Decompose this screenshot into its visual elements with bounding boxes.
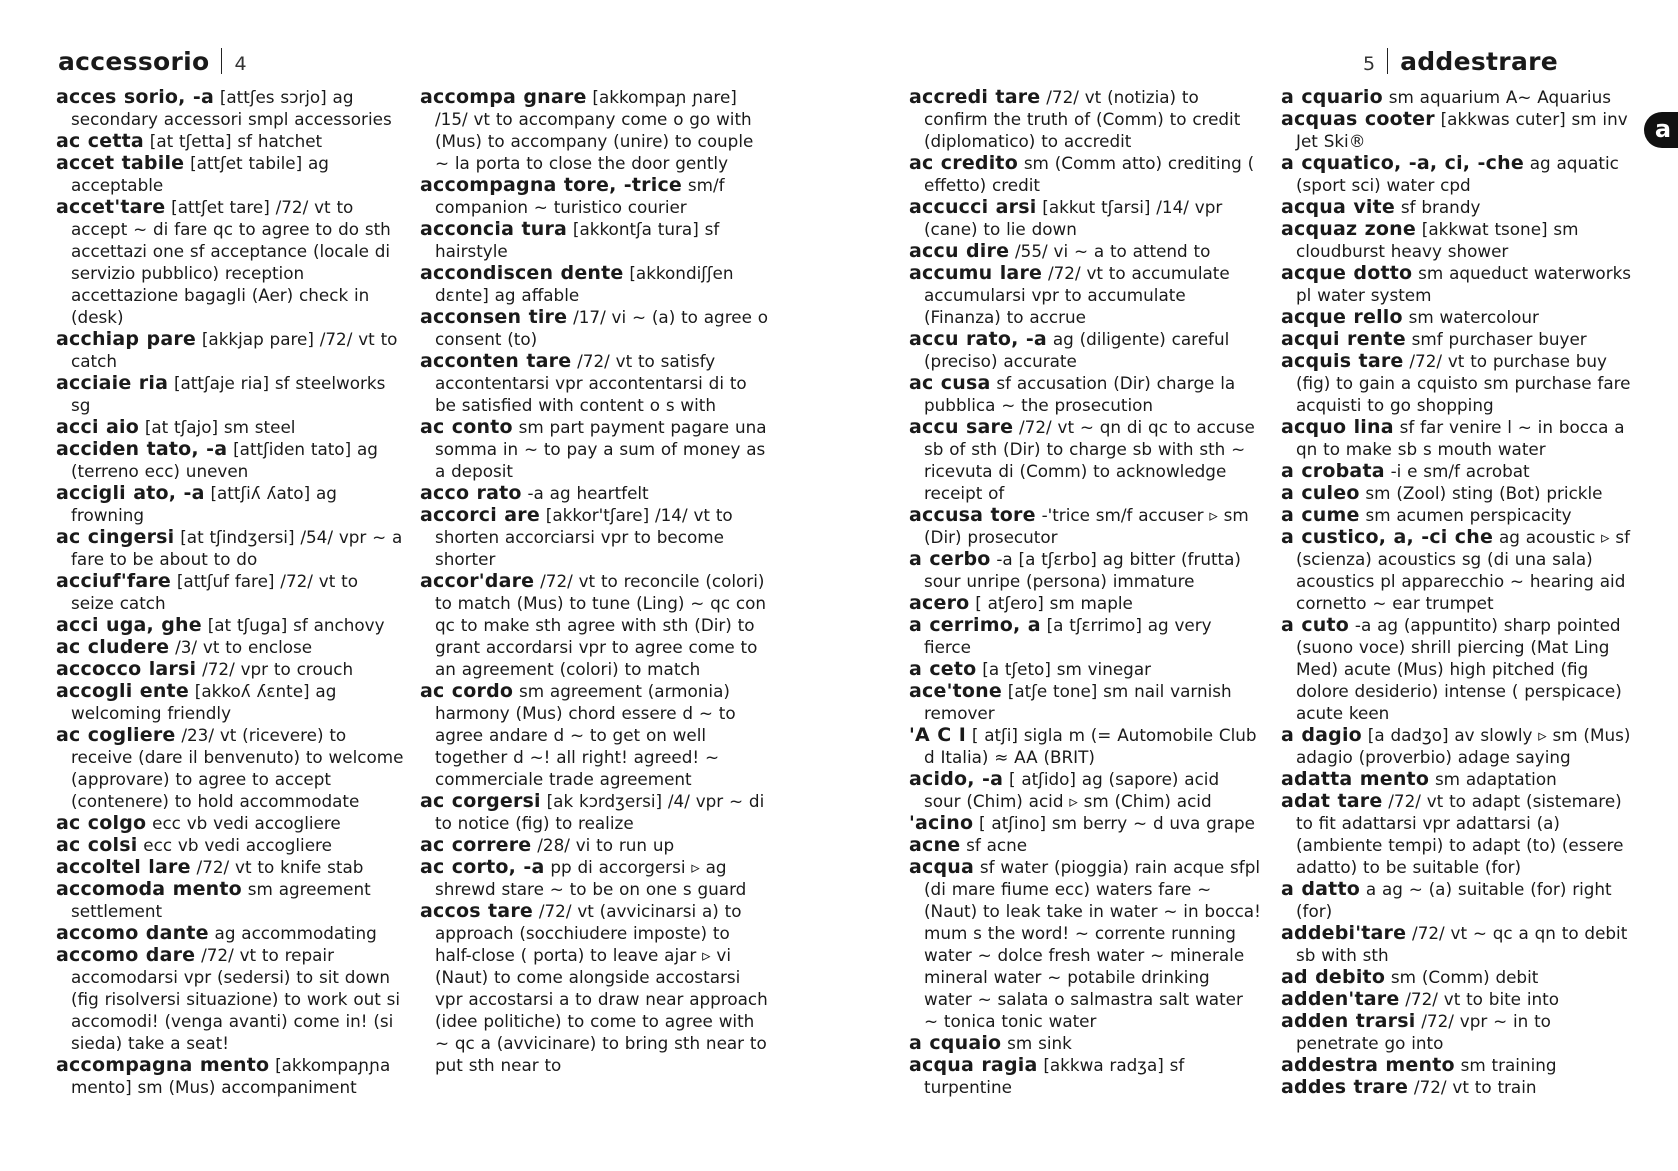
entry-headword: accos tare: [420, 900, 533, 922]
entry-headword: acquaz zone: [1281, 218, 1416, 240]
entry-definition: sm agreement (armonia) harmony (Mus) chord essere d ~ to agree andare d ~ to get on well together d ~! all right! agreed! ~ commerciale trade agreement: [435, 681, 736, 789]
entry-definition: [attʃiʎ ʎato] ag frowning: [71, 483, 337, 525]
dictionary-entry: [420, 504, 772, 570]
entry-headword: 'acino: [909, 812, 974, 834]
entry-headword: accigli ato, -a: [56, 482, 205, 504]
dictionary-entry: [1281, 922, 1633, 966]
entry-headword: ac cogliere: [56, 724, 176, 746]
entry-headword: ac cludere: [56, 636, 170, 658]
running-head-word: addestrare: [1400, 47, 1558, 76]
entry-definition: sf accusation (Dir) charge la pubblica ~ the prosecution: [924, 373, 1236, 415]
entry-definition: [akkompaɲ ɲare] /15/ vt to accompany come o go with (Mus) to accompany (unire) to couple ~ la porta to close the door gently: [435, 87, 754, 173]
dictionary-entry: [909, 86, 1261, 152]
entry-definition: [atʃe tone] sm nail varnish remover: [924, 681, 1232, 723]
entry-definition: [at tʃuga] sf anchovy: [207, 615, 385, 635]
entry-definition: /72/ vt to reconcile (colori) to match (Mus) to tune (Ling) ~ qc con qc to make sth agree with sth (Dir) to grant accordarsi vpr to agree come to an agreement (colori) to match: [435, 571, 767, 679]
entry-headword: a cuto: [1281, 614, 1350, 636]
entry-headword: acero: [909, 592, 970, 614]
entry-headword: accoltel lare: [56, 856, 191, 878]
entry-headword: ace'tone: [909, 680, 1002, 702]
dictionary-entry: [1281, 614, 1633, 724]
dictionary-entry: [56, 1054, 404, 1098]
entry-definition: sm acumen perspicacity: [1365, 505, 1572, 525]
dictionary-entry: [420, 350, 772, 416]
entry-definition: /72/ vt ~ qn di qc to accuse sb of sth (Dir) to charge sb with sth ~ ricevuta di (Comm) to acknowledge receipt of: [924, 417, 1255, 503]
entry-definition: sm part payment pagare una somma in ~ to pay a sum of money as a deposit: [435, 417, 767, 481]
entry-definition: a ag ~ (a) suitable (for) right (for): [1296, 879, 1612, 921]
entry-headword: a datto: [1281, 878, 1360, 900]
entry-definition: -a ag heartfelt: [527, 483, 649, 503]
entry-headword: accompagna mento: [56, 1054, 270, 1076]
entry-headword: acco rato: [420, 482, 522, 504]
entry-headword: accu rato, -a: [909, 328, 1047, 350]
entry-definition: [akkompaɲɲa mento] sm (Mus) accompaniment: [71, 1055, 391, 1097]
entry-headword: accomoda mento: [56, 878, 242, 900]
dictionary-entry: [56, 680, 404, 724]
entry-definition: sm training: [1460, 1055, 1557, 1075]
dictionary-entry: [909, 548, 1261, 592]
entry-definition: ag aquatic (sport sci) water cpd: [1296, 153, 1619, 195]
entry-headword: acci uga, ghe: [56, 614, 202, 636]
entry-definition: [akkor'tʃare] /14/ vt to shorten accorciarsi vpr to become shorter: [435, 505, 733, 569]
entry-definition: sm (Comm atto) crediting ( effetto) credit: [924, 153, 1255, 195]
running-head-divider: [221, 48, 222, 74]
entry-definition: ag accommodating: [214, 923, 377, 943]
dictionary-entry: [909, 812, 1261, 834]
dictionary-entry: [1281, 1076, 1633, 1098]
entry-headword: acque rello: [1281, 306, 1403, 328]
entry-headword: accomo dante: [56, 922, 209, 944]
dictionary-entry: [1281, 152, 1633, 196]
entry-definition: -a [a tʃɛrbo] ag bitter (frutta) sour unripe (persona) immature: [924, 549, 1241, 591]
dictionary-entry: [1281, 196, 1633, 218]
entry-definition: /72/ vt (notizia) to confirm the truth of (Comm) to credit (diplomatico) to accredit: [924, 87, 1241, 151]
entry-headword: adatta mento: [1281, 768, 1430, 790]
dictionary-entry: [56, 812, 404, 834]
entry-definition: [akkwas cuter] sm inv Jet Ski®: [1296, 109, 1628, 151]
entry-headword: ac cetta: [56, 130, 144, 152]
entry-headword: ad debito: [1281, 966, 1386, 988]
dictionary-entry: [909, 152, 1261, 196]
entry-headword: accet tabile: [56, 152, 185, 174]
entry-definition: /72/ vt to accumulate accumularsi vpr to accumulate (Finanza) to accrue: [924, 263, 1230, 327]
entry-headword: acciaie ria: [56, 372, 169, 394]
entry-definition: [attʃuf fare] /72/ vt to seize catch: [71, 571, 358, 613]
dictionary-entry: [420, 306, 772, 350]
entry-definition: /72/ vt to train: [1413, 1077, 1537, 1097]
dictionary-entry: [420, 86, 772, 174]
entry-headword: ac cingersi: [56, 526, 175, 548]
entry-definition: /72/ vt to adapt (sistemare) to fit adattarsi vpr adattarsi (a) (ambiente tempi) to adapt (to) (essere adatto) to be suitable (for): [1296, 791, 1624, 877]
entry-definition: [attʃes sɔrjo] ag secondary accessori smpl accessories: [71, 87, 392, 129]
entry-headword: accorci are: [420, 504, 540, 526]
entry-definition: sm agreement settlement: [71, 879, 371, 921]
entry-headword: a custico, a, -ci che: [1281, 526, 1494, 548]
dictionary-entry: [420, 482, 772, 504]
entry-headword: accompagna tore, -trice: [420, 174, 683, 196]
entry-definition: sm adaptation: [1434, 769, 1557, 789]
entry-headword: acquo lina: [1281, 416, 1394, 438]
entry-definition: sf brandy: [1400, 197, 1481, 217]
entry-definition: /28/ vi to run up: [537, 835, 675, 855]
entry-definition: [akkontʃa tura] sf hairstyle: [435, 219, 720, 261]
entry-headword: accumu lare: [909, 262, 1043, 284]
page-number: 4: [234, 53, 247, 75]
dictionary-entry: [1281, 306, 1633, 328]
entry-definition: ag (diligente) careful (preciso) accurate: [924, 329, 1230, 371]
dictionary-entry: [909, 1032, 1261, 1054]
dictionary-entry: [56, 416, 404, 438]
entry-definition: sm watercolour: [1408, 307, 1539, 327]
entry-definition: /72/ vt to purchase buy (fig) to gain a cquisto sm purchase fare acquisti to go shopping: [1296, 351, 1631, 415]
entry-definition: [ atʃi] sigla m (= Automobile Club d Italia) ≈ AA (BRIT): [924, 725, 1257, 767]
entry-definition: sf far venire l ~ in bocca a qn to make sb s mouth water: [1296, 417, 1625, 459]
entry-headword: a cerrimo, a: [909, 614, 1041, 636]
dictionary-entry: [56, 130, 404, 152]
dictionary-entry: [56, 570, 404, 614]
entry-definition: sm (Zool) sting (Bot) prickle: [1365, 483, 1603, 503]
dictionary-entry: [420, 416, 772, 482]
entry-headword: accusa tore: [909, 504, 1036, 526]
entry-definition: sm aquarium A~ Aquarius: [1388, 87, 1611, 107]
dictionary-entry: [909, 416, 1261, 504]
running-head: [58, 44, 247, 76]
dictionary-entry: [1281, 108, 1633, 152]
entry-headword: a cerbo: [909, 548, 991, 570]
dictionary-entry: [56, 944, 404, 1054]
dictionary-entry: [56, 482, 404, 526]
entry-headword: acconcia tura: [420, 218, 568, 240]
entry-definition: /72/ vt ~ qc a qn to debit sb with sth: [1296, 923, 1628, 965]
dictionary-entry: [909, 614, 1261, 658]
entry-headword: accocco larsi: [56, 658, 197, 680]
running-head: [1363, 44, 1558, 76]
entry-definition: ecc vb vedi accogliere: [143, 835, 332, 855]
entry-headword: addestra mento: [1281, 1054, 1455, 1076]
entry-headword: acci aio: [56, 416, 139, 438]
dictionary-entry: [1281, 1010, 1633, 1054]
entry-definition: [a dadʒo] av slowly ▹ sm (Mus) adagio (proverbio) adage saying: [1296, 725, 1631, 767]
dictionary-entry: [1281, 86, 1633, 108]
dictionary-entry: [56, 372, 404, 416]
entry-headword: addes trare: [1281, 1076, 1409, 1098]
entry-definition: [at tʃetta] sf hatchet: [149, 131, 323, 151]
dictionary-entry: [1281, 768, 1633, 790]
entry-definition: [at tʃindʒersi] /54/ vpr ~ a fare to be about to do: [71, 527, 403, 569]
entry-definition: sf water (pioggia) rain acque sfpl (di mare fiume ecc) waters fare ~ (Naut) to leak take in water ~ in bocca! mum s the word! ~ corrente running water ~ dolce fresh water ~ minerale mineral water ~ potabile drinking water ~ salata o salmastra salt water ~ tonica tonic water: [924, 857, 1261, 1031]
entry-definition: -'trice sm/f accuser ▹ sm (Dir) prosecutor: [924, 505, 1249, 547]
dictionary-entry: [909, 856, 1261, 1032]
entry-headword: acciuf'fare: [56, 570, 172, 592]
dictionary-entry: [420, 570, 772, 680]
entry-column: [56, 86, 404, 1098]
entry-headword: addebi'tare: [1281, 922, 1407, 944]
entry-headword: accondiscen dente: [420, 262, 624, 284]
entry-headword: acque dotto: [1281, 262, 1413, 284]
dictionary-entry: [56, 724, 404, 812]
entry-headword: ac colsi: [56, 834, 138, 856]
dictionary-entry: [909, 372, 1261, 416]
entry-definition: [attʃet tare] /72/ vt to accept ~ di fare qc to agree to do sth accettazi one sf acceptance (locale di servizio pubblico) reception accettazione bagagli (Aer) check in (desk): [71, 197, 391, 327]
entry-headword: adden trarsi: [1281, 1010, 1416, 1032]
dictionary-entry: [1281, 350, 1633, 416]
dictionary-entry: [420, 790, 772, 834]
entry-headword: acqui rente: [1281, 328, 1406, 350]
entry-headword: a ceto: [909, 658, 977, 680]
dictionary-entry: [56, 196, 404, 328]
entry-definition: [akkondiʃʃen dɛnte] ag affable: [435, 263, 734, 305]
entry-definition: [akkwat tsone] sm cloudburst heavy shower: [1296, 219, 1579, 261]
entry-headword: acconsen tire: [420, 306, 568, 328]
entry-headword: a cume: [1281, 504, 1360, 526]
entry-definition: [attʃiden tato] ag (terreno ecc) uneven: [71, 439, 378, 481]
entry-headword: acces sorio, -a: [56, 86, 214, 108]
entry-headword: accor'dare: [420, 570, 535, 592]
dictionary-entry: [1281, 460, 1633, 482]
entry-headword: acconten tare: [420, 350, 572, 372]
entry-definition: sm aqueduct waterworks pl water system: [1296, 263, 1632, 305]
entry-definition: /3/ vt to enclose: [175, 637, 313, 657]
dictionary-entry: [1281, 526, 1633, 614]
entry-headword: a cquario: [1281, 86, 1383, 108]
dictionary-entry: [909, 724, 1261, 768]
entry-definition: [ atʃero] sm maple: [975, 593, 1133, 613]
entry-column: [1281, 86, 1633, 1098]
entry-definition: /72/ vpr ~ in to penetrate go into: [1296, 1011, 1551, 1053]
entry-headword: adat tare: [1281, 790, 1383, 812]
entry-definition: [akkwa radʒa] sf turpentine: [924, 1055, 1185, 1097]
entry-headword: a dagio: [1281, 724, 1362, 746]
entry-definition: sm sink: [1007, 1033, 1072, 1053]
dictionary-entry: [420, 856, 772, 900]
entry-headword: accredi tare: [909, 86, 1041, 108]
right-page: [839, 0, 1678, 1171]
entry-column: [909, 86, 1261, 1098]
entry-definition: [a tʃeto] sm vinegar: [982, 659, 1152, 679]
entry-definition: [akkjap pare] /72/ vt to catch: [71, 329, 398, 371]
entry-headword: accomo dare: [56, 944, 196, 966]
entry-definition: /72/ vt (avvicinarsi a) to approach (socchiudere imposte) to half-close ( porta) to leave ajar ▹ vi (Naut) to come alongside accostarsi vpr accostarsi a to draw near approach (idee politiche) to come to agree with ~ qc a (avvicinare) to bring sth near to put sth near to: [435, 901, 768, 1075]
dictionary-entry: [909, 196, 1261, 240]
dictionary-entry: [56, 438, 404, 482]
entry-headword: acchiap pare: [56, 328, 197, 350]
entry-headword: 'A C I: [909, 724, 966, 746]
entry-definition: sm (Comm) debit: [1390, 967, 1539, 987]
dictionary-entry: [420, 834, 772, 856]
entry-headword: acqua ragia: [909, 1054, 1038, 1076]
dictionary-entry: [1281, 966, 1633, 988]
dictionary-entry: [1281, 1054, 1633, 1076]
entry-definition: ag acoustic ▹ sf (scienza) acoustics sg (di una sala) acoustics pl apparecchio ~ hearing aid cornetto ~ ear trumpet: [1296, 527, 1631, 613]
dictionary-entry: [56, 878, 404, 922]
entry-headword: accu dire: [909, 240, 1010, 262]
entry-definition: [at tʃajo] sm steel: [144, 417, 296, 437]
dictionary-entry: [909, 680, 1261, 724]
entry-headword: ac correre: [420, 834, 532, 856]
dictionary-entry: [420, 218, 772, 262]
entry-headword: a cquatico, -a, ci, -che: [1281, 152, 1524, 174]
entry-definition: pp di accorgersi ▹ ag shrewd stare ~ to be on one s guard: [435, 857, 747, 899]
page-number: 5: [1362, 53, 1376, 75]
entry-headword: accet'tare: [56, 196, 166, 218]
dictionary-entry: [1281, 790, 1633, 878]
entry-headword: accu sare: [909, 416, 1014, 438]
dictionary-entry: [56, 636, 404, 658]
dictionary-entry: [1281, 262, 1633, 306]
dictionary-entry: [56, 152, 404, 196]
dictionary-entry: [56, 856, 404, 878]
entry-headword: accompa gnare: [420, 86, 587, 108]
entry-definition: smf purchaser buyer: [1411, 329, 1587, 349]
entry-definition: [ atʃido] ag (sapore) acid sour (Chim) acid ▹ sm (Chim) acid: [924, 769, 1220, 811]
dictionary-entry: [909, 328, 1261, 372]
entry-definition: [attʃaje ria] sf steelworks sg: [71, 373, 386, 415]
dictionary-entry: [909, 240, 1261, 262]
dictionary-entry: [56, 526, 404, 570]
entry-definition: [ atʃino] sm berry ~ d uva grape: [979, 813, 1255, 833]
entry-headword: acqua vite: [1281, 196, 1396, 218]
entry-headword: ac corgersi: [420, 790, 541, 812]
dictionary-entry: [1281, 724, 1633, 768]
entry-definition: [a tʃɛrrimo] ag very fierce: [924, 615, 1212, 657]
dictionary-entry: [420, 680, 772, 790]
dictionary-entry: [420, 262, 772, 306]
entry-definition: -i e sm/f acrobat: [1390, 461, 1530, 481]
entry-headword: ac conto: [420, 416, 513, 438]
entry-definition: sm/f companion ~ turistico courier: [435, 175, 725, 217]
entry-headword: ac corto, -a: [420, 856, 545, 878]
dictionary-entry: [56, 328, 404, 372]
entry-definition: [akkut tʃarsi] /14/ vpr (cane) to lie down: [924, 197, 1223, 239]
dictionary-entry: [909, 262, 1261, 328]
entry-headword: a crobata: [1281, 460, 1385, 482]
entry-definition: [akkoʎ ʎɛnte] ag welcoming friendly: [71, 681, 337, 723]
entry-headword: acquas cooter: [1281, 108, 1435, 130]
dictionary-entry: [56, 834, 404, 856]
entry-definition: /72/ vt to repair accomodarsi vpr (sedersi) to sit down (fig risolversi situazione) to work out si accomodi! (venga avanti) come in! (si sieda) take a seat!: [71, 945, 401, 1053]
entry-definition: /17/ vi ~ (a) to agree o consent (to): [435, 307, 768, 349]
dictionary-entry: [56, 86, 404, 130]
entry-headword: acido, -a: [909, 768, 1004, 790]
dictionary-entry: [56, 658, 404, 680]
dictionary-entry: [1281, 504, 1633, 526]
dictionary-entry: [1281, 988, 1633, 1010]
entry-definition: /72/ vt to knife stab: [196, 857, 364, 877]
entry-headword: a cquaio: [909, 1032, 1002, 1054]
entry-headword: ac credito: [909, 152, 1018, 174]
entry-definition: /72/ vt to satisfy accontentarsi vpr accontentarsi di to be satisfied with content o s with: [435, 351, 747, 415]
entry-definition: sf acne: [966, 835, 1028, 855]
entry-definition: [attʃet tabile] ag acceptable: [71, 153, 329, 195]
dictionary-entry: [420, 174, 772, 218]
entry-headword: ac cordo: [420, 680, 514, 702]
dictionary-entry: [56, 922, 404, 944]
entry-headword: accucci arsi: [909, 196, 1037, 218]
dictionary-entry: [1281, 328, 1633, 350]
entry-headword: acquis tare: [1281, 350, 1404, 372]
entry-definition: /55/ vi ~ a to attend to: [1015, 241, 1211, 261]
dictionary-entry: [1281, 482, 1633, 504]
entry-definition: /72/ vt to bite into: [1405, 989, 1559, 1009]
dictionary-entry: [1281, 878, 1633, 922]
dictionary-entry: [909, 768, 1261, 812]
entry-headword: ac cusa: [909, 372, 991, 394]
entry-definition: [ak kɔrdʒersi] /4/ vpr ~ di to notice (fig) to realize: [435, 791, 765, 833]
dictionary-entry: [909, 658, 1261, 680]
dictionary-entry: [1281, 416, 1633, 460]
entry-headword: adden'tare: [1281, 988, 1400, 1010]
entry-headword: acqua: [909, 856, 975, 878]
entry-headword: accogli ente: [56, 680, 189, 702]
dictionary-entry: [909, 834, 1261, 856]
dictionary-entry: [909, 1054, 1261, 1098]
dictionary-entry: [909, 592, 1261, 614]
entry-headword: ac colgo: [56, 812, 147, 834]
running-head-word: accessorio: [58, 47, 210, 76]
entry-headword: a culeo: [1281, 482, 1360, 504]
letter-thumb-tab: a: [1644, 112, 1678, 148]
entry-column: [420, 86, 772, 1076]
entry-definition: -a ag (appuntito) sharp pointed (suono voce) shrill piercing (Mat Ling Med) acute (Mus) high pitched (fig dolore desiderio) intense ( perspicace) acute keen: [1296, 615, 1622, 723]
dictionary-entry: [1281, 218, 1633, 262]
entry-headword: acne: [909, 834, 961, 856]
entry-definition: ecc vb vedi accogliere: [152, 813, 341, 833]
entry-headword: acciden tato, -a: [56, 438, 228, 460]
dictionary-entry: [56, 614, 404, 636]
dictionary-entry: [909, 504, 1261, 548]
running-head-divider: [1387, 48, 1388, 74]
entry-definition: /23/ vt (ricevere) to receive (dare il benvenuto) to welcome (approvare) to agree to accept (contenere) to hold accommodate: [71, 725, 404, 811]
entry-definition: /72/ vpr to crouch: [202, 659, 354, 679]
dictionary-entry: [420, 900, 772, 1076]
